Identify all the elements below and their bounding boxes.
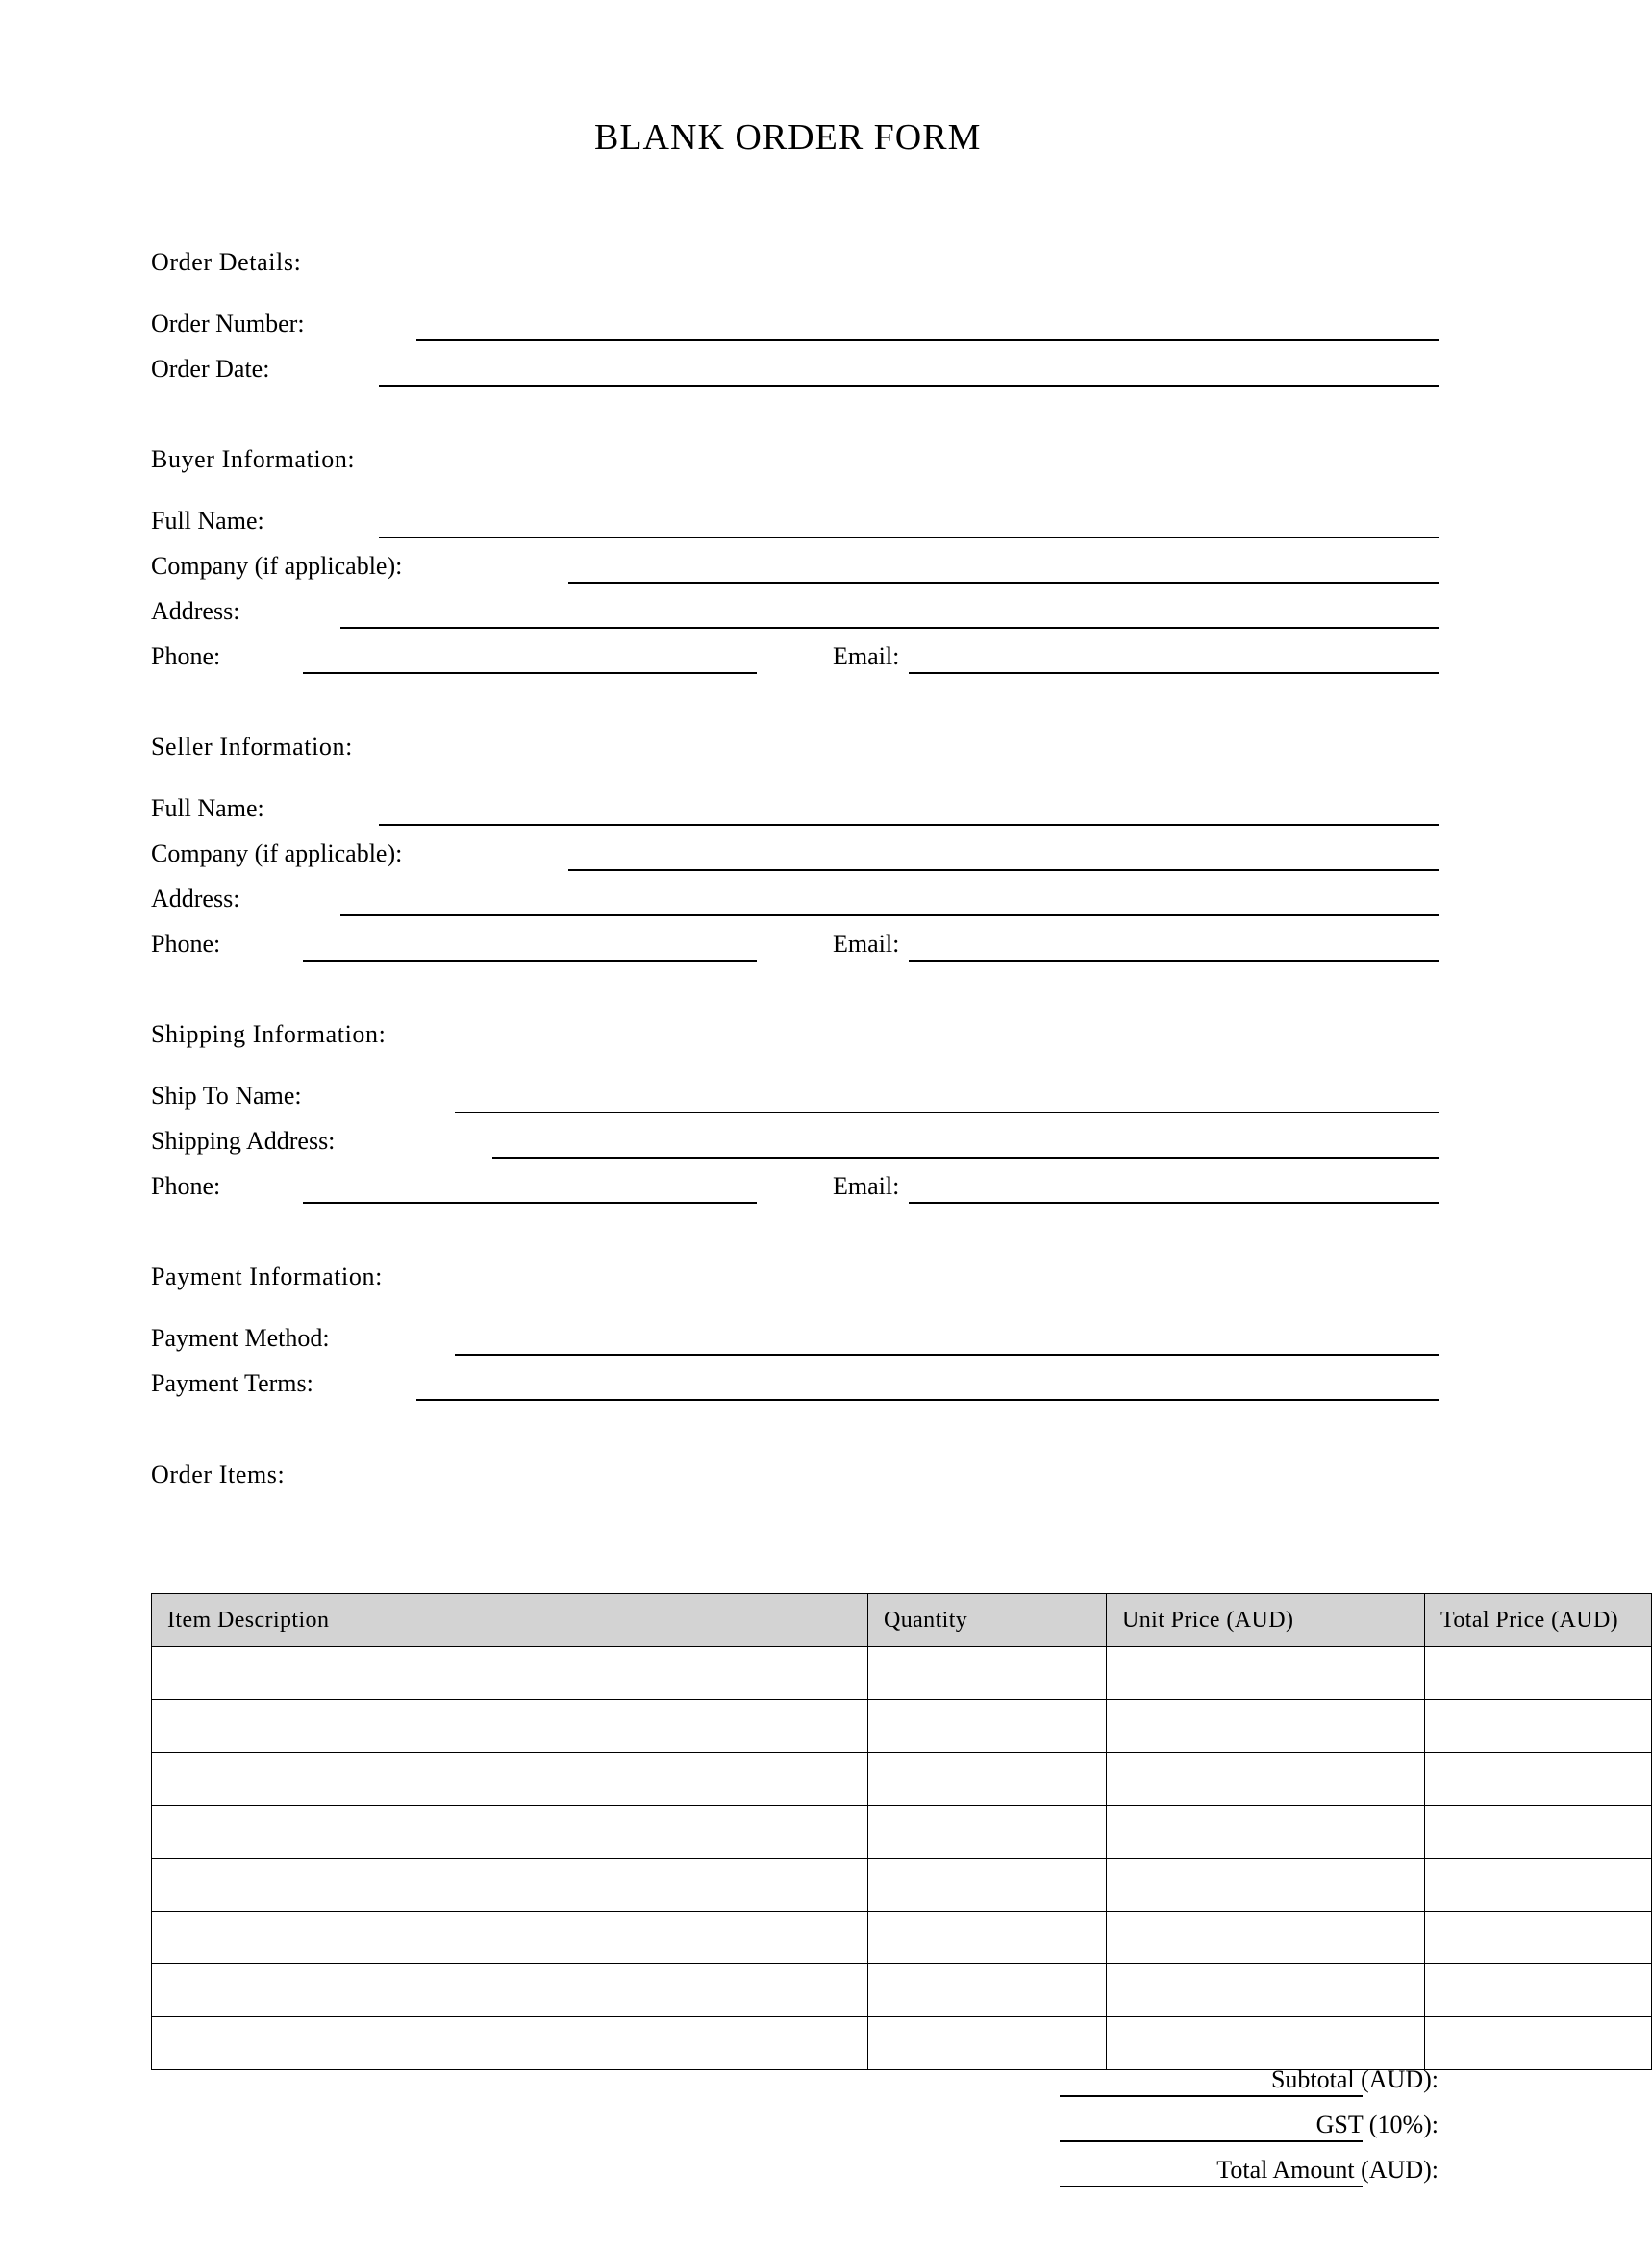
quantity-cell[interactable]: [868, 1806, 1107, 1859]
item-description-cell[interactable]: [152, 1753, 868, 1806]
item-description-cell[interactable]: [152, 2017, 868, 2070]
order-date-field[interactable]: [379, 385, 1439, 387]
unit-price-cell[interactable]: [1107, 1806, 1425, 1859]
total-amount-field[interactable]: [1060, 2186, 1363, 2187]
item-description-cell[interactable]: [152, 1859, 868, 1912]
order-date-label: Order Date:: [151, 355, 270, 383]
gst-label: GST (10%):: [1315, 2111, 1439, 2138]
gst-field[interactable]: [1060, 2140, 1363, 2142]
total-price-cell[interactable]: [1425, 1964, 1652, 2017]
total-price-cell[interactable]: [1425, 1753, 1652, 1806]
table-row: [152, 1806, 1652, 1859]
quantity-cell[interactable]: [868, 1647, 1107, 1700]
buyer-full-name-field[interactable]: [379, 537, 1439, 538]
unit-price-cell[interactable]: [1107, 1964, 1425, 2017]
ship-to-name-label: Ship To Name:: [151, 1082, 302, 1110]
table-row: [152, 1753, 1652, 1806]
seller-company-field[interactable]: [568, 869, 1439, 871]
seller-email-label: Email:: [833, 930, 900, 958]
total-price-cell[interactable]: [1425, 1806, 1652, 1859]
table-row: [152, 2017, 1652, 2070]
table-row: [152, 1859, 1652, 1912]
seller-full-name-field[interactable]: [379, 824, 1439, 826]
unit-price-cell[interactable]: [1107, 1700, 1425, 1753]
shipping-email-label: Email:: [833, 1172, 900, 1200]
order-items-heading: Order Items:: [151, 1461, 286, 1488]
table-row: [152, 1912, 1652, 1964]
total-price-cell[interactable]: [1425, 1912, 1652, 1964]
buyer-phone-label: Phone:: [151, 642, 221, 670]
quantity-cell[interactable]: [868, 1859, 1107, 1912]
seller-info-heading: Seller Information:: [151, 733, 353, 761]
shipping-email-field[interactable]: [909, 1202, 1439, 1204]
column-header-item-description: Item Description: [152, 1594, 868, 1647]
item-description-cell[interactable]: [152, 1912, 868, 1964]
unit-price-cell[interactable]: [1107, 1859, 1425, 1912]
seller-company-label: Company (if applicable):: [151, 839, 403, 867]
buyer-full-name-label: Full Name:: [151, 507, 264, 535]
column-header-total-price: Total Price (AUD): [1425, 1594, 1652, 1647]
unit-price-cell[interactable]: [1107, 1647, 1425, 1700]
payment-method-label: Payment Method:: [151, 1324, 330, 1352]
unit-price-cell[interactable]: [1107, 1912, 1425, 1964]
table-header-row: [152, 1594, 1652, 1647]
quantity-cell[interactable]: [868, 1964, 1107, 2017]
form-title: BLANK ORDER FORM: [594, 117, 982, 158]
buyer-company-label: Company (if applicable):: [151, 552, 403, 580]
buyer-company-field[interactable]: [568, 582, 1439, 584]
column-header-unit-price: Unit Price (AUD): [1107, 1594, 1425, 1647]
payment-terms-label: Payment Terms:: [151, 1369, 313, 1397]
buyer-email-field[interactable]: [909, 672, 1439, 674]
unit-price-cell[interactable]: [1107, 1753, 1425, 1806]
order-number-label: Order Number:: [151, 310, 305, 337]
item-description-cell[interactable]: [152, 1700, 868, 1753]
column-header-quantity: Quantity: [868, 1594, 1107, 1647]
total-price-cell[interactable]: [1425, 1647, 1652, 1700]
payment-method-field[interactable]: [455, 1354, 1439, 1356]
order-items-table: [151, 1593, 1652, 2070]
shipping-phone-label: Phone:: [151, 1172, 221, 1200]
shipping-phone-field[interactable]: [303, 1202, 757, 1204]
item-description-cell[interactable]: [152, 1964, 868, 2017]
seller-email-field[interactable]: [909, 960, 1439, 962]
buyer-address-label: Address:: [151, 597, 240, 625]
total-amount-label: Total Amount (AUD):: [1216, 2156, 1439, 2184]
item-description-cell[interactable]: [152, 1647, 868, 1700]
quantity-cell[interactable]: [868, 1700, 1107, 1753]
order-number-field[interactable]: [416, 339, 1439, 341]
shipping-info-heading: Shipping Information:: [151, 1020, 387, 1048]
total-price-cell[interactable]: [1425, 1859, 1652, 1912]
item-description-cell[interactable]: [152, 1806, 868, 1859]
seller-address-label: Address:: [151, 885, 240, 912]
buyer-address-field[interactable]: [340, 627, 1439, 629]
seller-full-name-label: Full Name:: [151, 794, 264, 822]
buyer-email-label: Email:: [833, 642, 900, 670]
seller-phone-field[interactable]: [303, 960, 757, 962]
buyer-info-heading: Buyer Information:: [151, 445, 356, 473]
total-price-cell[interactable]: [1425, 1700, 1652, 1753]
table-row: [152, 1964, 1652, 2017]
unit-price-cell[interactable]: [1107, 2017, 1425, 2070]
shipping-address-label: Shipping Address:: [151, 1127, 336, 1155]
buyer-phone-field[interactable]: [303, 672, 757, 674]
quantity-cell[interactable]: [868, 1753, 1107, 1806]
order-details-heading: Order Details:: [151, 248, 302, 276]
shipping-address-field[interactable]: [492, 1157, 1439, 1159]
total-price-cell[interactable]: [1425, 2017, 1652, 2070]
payment-terms-field[interactable]: [416, 1399, 1439, 1401]
table-row: [152, 1647, 1652, 1700]
subtotal-label: Subtotal (AUD):: [1270, 2065, 1439, 2093]
quantity-cell[interactable]: [868, 1912, 1107, 1964]
table-row: [152, 1700, 1652, 1753]
seller-address-field[interactable]: [340, 914, 1439, 916]
ship-to-name-field[interactable]: [455, 1112, 1439, 1113]
quantity-cell[interactable]: [868, 2017, 1107, 2070]
subtotal-field[interactable]: [1060, 2095, 1363, 2097]
seller-phone-label: Phone:: [151, 930, 221, 958]
payment-info-heading: Payment Information:: [151, 1262, 383, 1290]
